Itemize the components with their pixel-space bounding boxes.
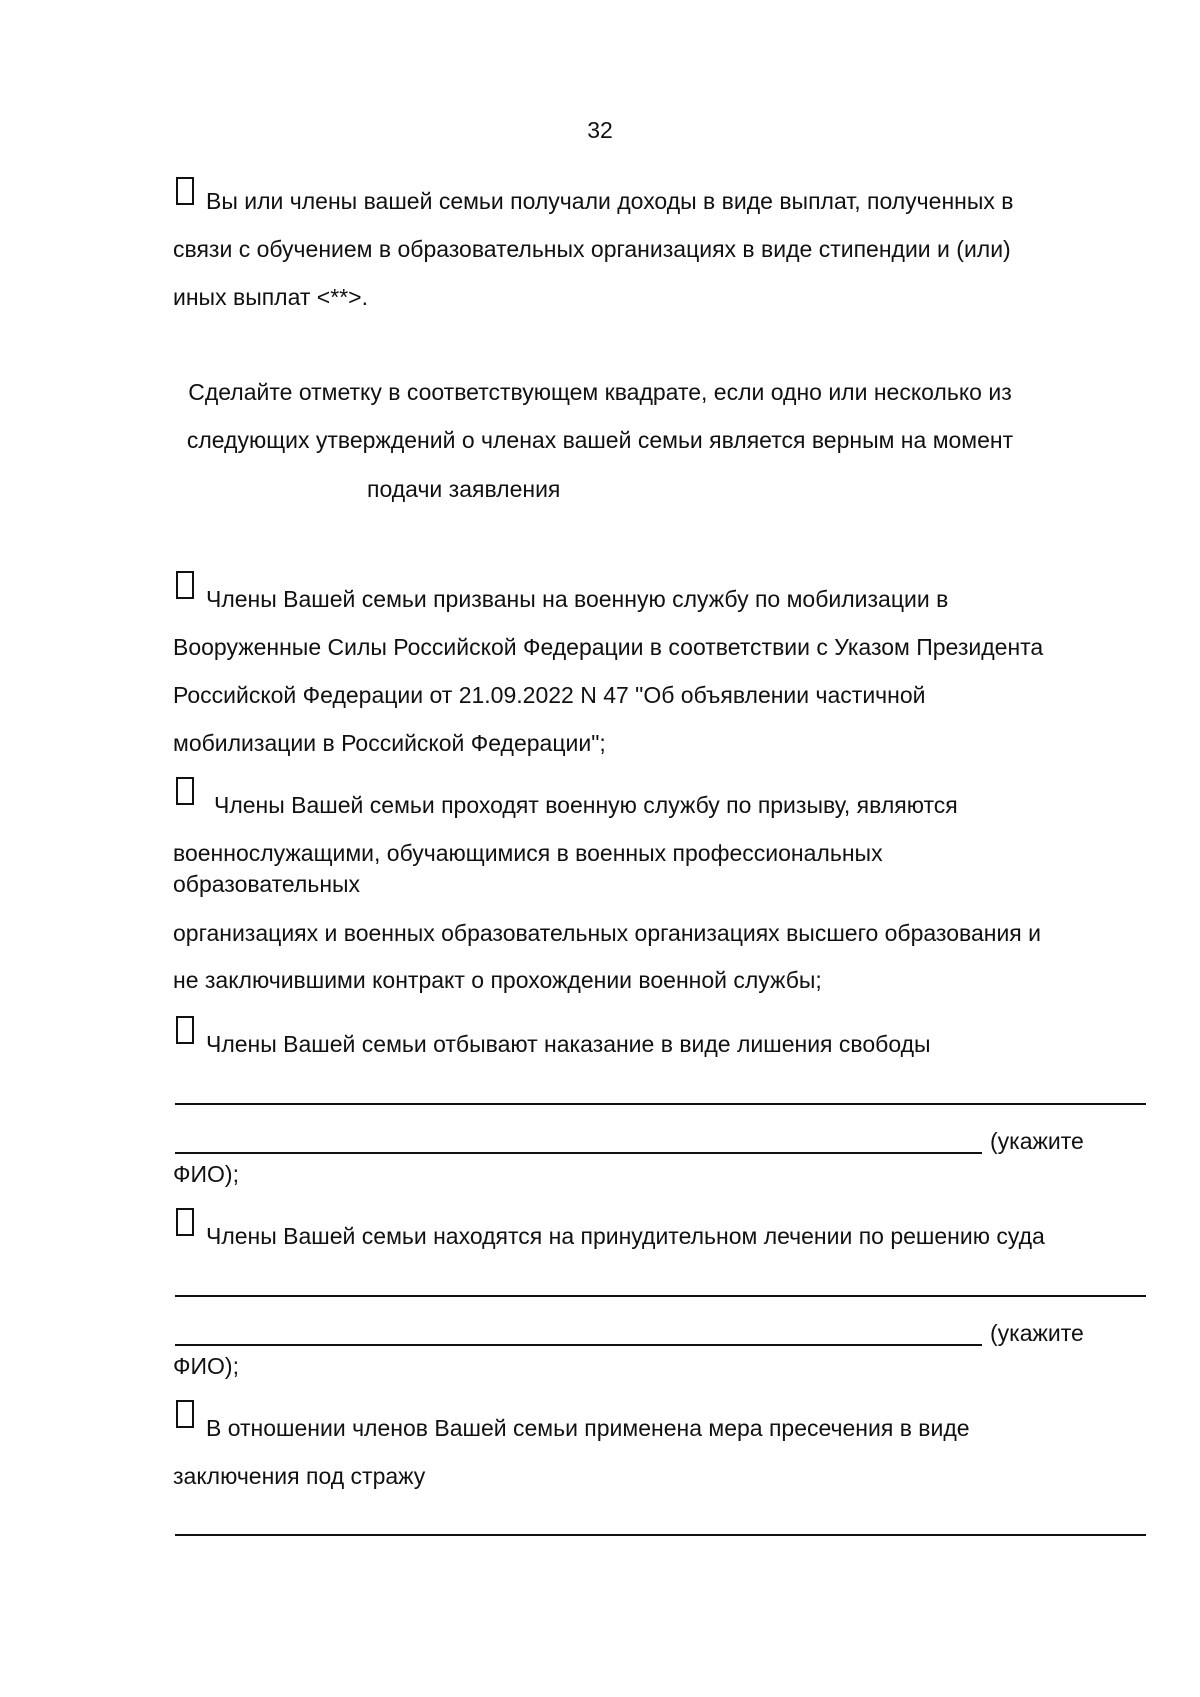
mobilization-text-line-1: Члены Вашей семьи призваны на военную службу по мобилизации в [206,586,949,612]
conscription-checkbox[interactable] [176,777,194,805]
stipend-text-line-2: связи с обучением в образовательных организациях в виде стипендии и (или) [173,236,1011,262]
imprisonment-hint-end: ФИО); [173,1161,239,1187]
treatment-blank-line-1[interactable] [175,1295,1146,1297]
conscription-text-line-3: организациях и военных образовательных организациях высшего образования и [173,920,1041,946]
conscription-text-line-2b: образовательных [173,871,361,897]
detention-text-line-2: заключения под стражу [173,1463,426,1489]
imprisonment-text-line-1: Члены Вашей семьи отбывают наказание в виде лишения свободы [206,1031,931,1057]
stipend-text-line-1: Вы или члены вашей семьи получали доходы в виде выплат, полученных в [206,188,1014,214]
instruction-line-2: следующих утверждений о членах вашей семьи является верным на момент [186,427,1014,453]
mobilization-text-line-4: мобилизации в Российской Федерации"; [173,730,606,756]
imprisonment-blank-line-1[interactable] [175,1103,1146,1105]
treatment-checkbox[interactable] [176,1208,194,1236]
mobilization-text-line-2: Вооруженные Силы Российской Федерации в соответствии с Указом Президента [173,634,1044,660]
mobilization-text-line-3: Российской Федерации от 21.09.2022 N 47 "Об объявлении частичной [173,682,926,708]
treatment-text-line-1: Члены Вашей семьи находятся на принудительном лечении по решению суда [206,1223,1045,1249]
instruction-line-1: Сделайте отметку в соответствующем квадрате, если одно или несколько из [188,379,1012,405]
imprisonment-hint: (укажите [990,1128,1084,1154]
treatment-hint: (укажите [990,1320,1084,1346]
treatment-blank-line-2[interactable] [175,1344,982,1346]
mobilization-checkbox[interactable] [176,571,194,599]
conscription-text-line-1: Члены Вашей семьи проходят военную службу по призыву, являются [214,792,958,818]
detention-text-line-1: В отношении членов Вашей семьи применена мера пресечения в виде [206,1415,970,1441]
page-number: 32 [587,117,613,143]
detention-blank-line[interactable] [175,1534,1146,1536]
treatment-hint-end: ФИО); [173,1353,239,1379]
stipend-text-line-3: иных выплат <**>. [173,284,368,310]
imprisonment-checkbox[interactable] [176,1016,194,1044]
conscription-text-line-4: не заключившими контракт о прохождении военной службы; [173,967,822,993]
instruction-line-3: подачи заявления [367,476,561,502]
detention-checkbox[interactable] [176,1400,194,1428]
conscription-text-line-2: военнослужащими, обучающимися в военных профессиональных [173,840,883,866]
imprisonment-blank-line-2[interactable] [175,1152,982,1154]
stipend-checkbox[interactable] [176,177,194,205]
